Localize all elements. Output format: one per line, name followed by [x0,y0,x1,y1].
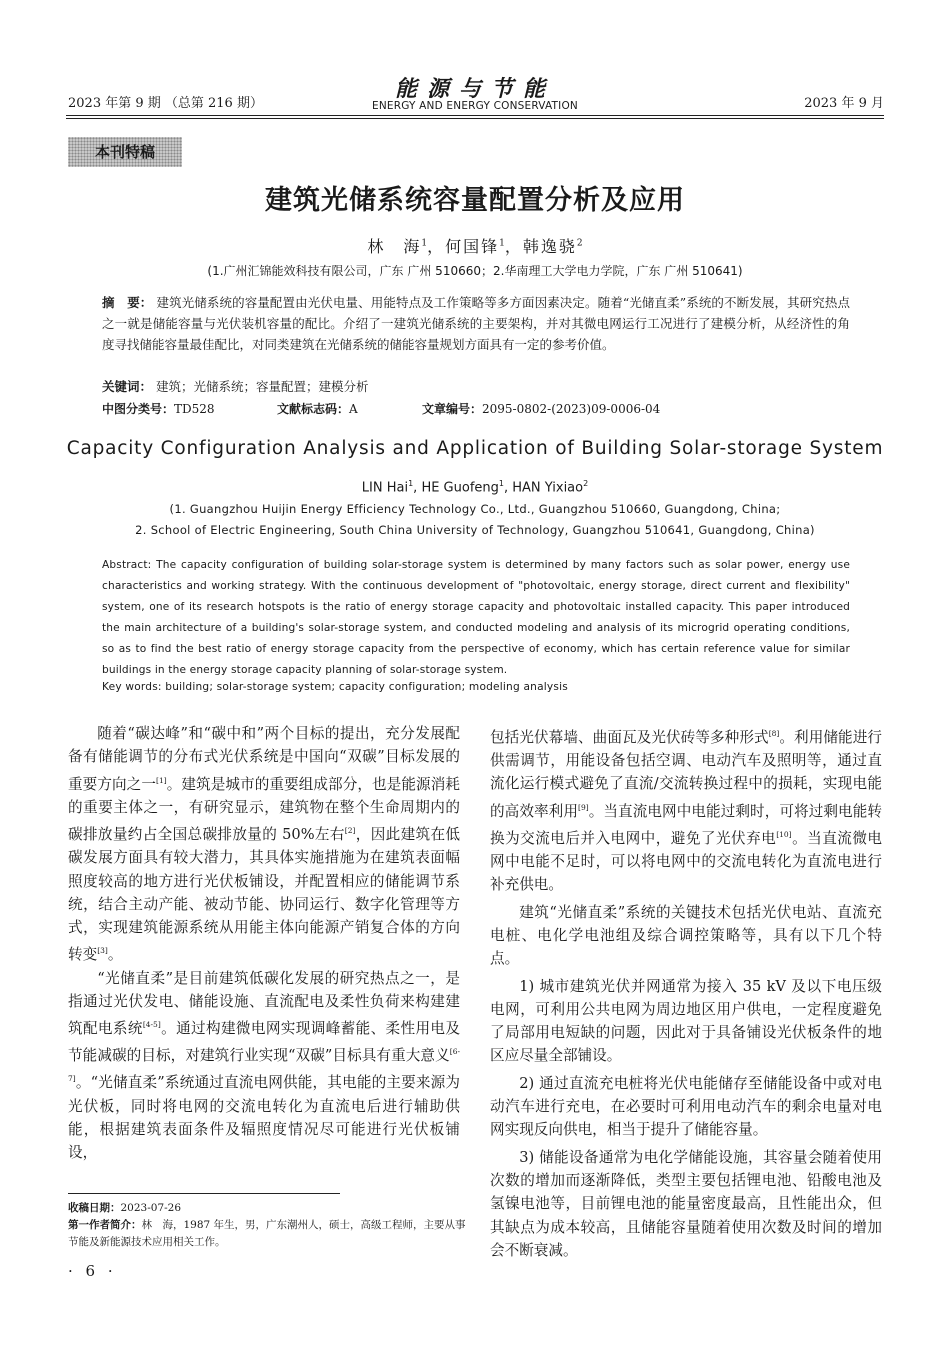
keywords-cn-text: 建筑；光储系统；容量配置；建模分析 [156,379,369,394]
abstract-cn-text: 建筑光储系统的容量配置由光伏电量、用能特点及工作策略等多方面因素决定。随着“光储直柔”系统的不断发展，其研究热点之一就是储能容量与光伏装机容量的配比。介绍了一建筑光储系统的主要架构，并对其微电网运行工况进行了建模分析，从经济性的角度寻找储能容量最佳配比，对同类建筑在光储系统的储能容量规划方面具有一定的参考价值。 [102,295,850,352]
affiliation-en-2: 2. School of Electric Engineering, South China University of Technology, Guangzhou 510641, Guangdong, China) [135,523,815,537]
author-sup: 1 [408,479,414,488]
keywords-en-text: building; solar-storage system; capacity configuration; modeling analysis [165,681,568,693]
affiliation-en-1: (1. Guangzhou Huijin Energy Efficiency Technology Co., Ltd., Guangzhou 510660, Guangdong, China; [169,502,781,516]
body-paragraph: 包括光伏幕墙、曲面瓦及光伏砖等多种形式[8]。利用储能进行供需调节，用能设备包括空调、电动汽车及照明等，通过直流化运行模式避免了直流/交流转换过程中的损耗，实现电能的高效率利用[9]。当直流电网中电能过剩时，可将过剩电能转换为交流电后并入电网中，避免了光伏弃电[10]。当直流微电网中电能不足时，可以将电网中的交流电转化为直流电进行补充供电。 [490,728,882,894]
header-rule [66,115,884,116]
affiliation-en [0,499,950,541]
body-paragraph: “光储直柔”是目前建筑低碳化发展的研究热点之一，是指通过光伏发电、储能设施、直流配电及柔性负荷来构建建筑配电系统[4-5]。通过构建微电网实现调峰蓄能、柔性用电及节能减碳的目标，对建筑行业实现“双碳”目标具有重大意义[6-7]。“光储直柔”系统通过直流电网供能，其电能的主要来源为光伏板，同时将电网的交流电转化为直流电后进行辅助供能，根据建筑表面条件及辐照度情况尽可能进行光伏板铺设， [68,969,460,1162]
doc-label: 文献标志码： [277,402,350,416]
clc-value: TD528 [174,402,215,416]
abstract-cn [102,292,850,355]
journal-title-cn: 能源与节能 [394,76,555,102]
page-number: · 6 · [68,1262,117,1280]
author-sup: 1 [499,238,505,249]
abstract-en [102,555,850,681]
article-value: 2095-0802-(2023)09-0006-04 [482,402,661,416]
paper-title-en: Capacity Configuration Analysis and Application of Building Solar-storage System [66,438,884,459]
body-paragraph: 随着“碳达峰”和“碳中和”两个目标的提出，充分发展配备有储能调节的分布式光伏系统是中国向“双碳”目标发展的重要方向之一[1]。建筑是城市的重要组成部分，也是能源消耗的重要主体之一，有研究显示，建筑物在整个生命周期内的碳排放量约占全国总碳排放量的 50%左右[2]，因此建筑在低碳发展方面具有较大潜力，其具体实施措施为在建筑表面幅照度较高的地方进行光伏板铺设，并配置相应的储能调节系统，结合主动产能、被动节能、协同运行、数字化管理等方式，实现建筑能源系统从用能主体向能源产销复合体的方向转变[3]。 [68,725,460,964]
doc-value: A [349,402,358,416]
footnote-rule [68,1193,340,1194]
keywords-cn-label: 关键词： [102,379,153,394]
footnotes [68,1200,468,1251]
author-name: HE Guofeng [421,480,499,496]
clc-label: 中图分类号： [102,402,175,416]
journal-title-en: ENERGY AND ENERGY CONSERVATION [371,100,578,112]
keywords-en-label: Key words: [102,681,162,693]
author-sup: 1 [421,238,428,249]
author-sup: 2 [583,479,589,488]
keywords-en [102,681,568,693]
header-date: 2023 年 9 月 [804,96,884,111]
keywords-cn [102,377,369,395]
author-sup: 2 [576,238,583,249]
body-column-left [68,722,460,1165]
abstract-en-label: Abstract: [102,559,152,571]
affiliation-cn: (1.广州汇锦能效科技有限公司，广东 广州 510660；2.华南理工大学电力学院，广东 广州 510641) [207,264,743,278]
author-sup: 1 [498,479,504,488]
authors-en: LIN Hai$^1$, HE Guofeng$^1$, HAN Yixiao$^2$ [361,479,589,496]
body-paragraph: 建筑“光储直柔”系统的关键技术包括光伏电站、直流充电桩、电化学电池组及综合调控策略等，具有以下几个特点。 [490,903,882,968]
column-tag: 本刊特稿 [68,137,182,167]
author-name: 何国锋 [445,237,500,256]
classification-line [102,400,862,417]
author-bio: 第一作者简介：林 海，1987 年生，男，广东潮州人，硕士，高级工程师，主要从事节能及新能源技术应用相关工作。 [68,1219,466,1248]
received-date: 收稿日期：2023-07-26 [68,1202,182,1214]
body-column-right [490,722,882,1262]
abstract-en-text: The capacity configuration of building solar-storage system is determined by many factors such as solar power, energy use characteristics and working strategy. With the continuous development of "photovoltaic, energy storage, direct current and flexibility" system, one of its research hotspots is the ratio of energy storage capacity and photovoltaic installed capacity. This paper introduced the main architecture of a building's solar-storage system, and conducted modeling and analysis of its microgrid operating conditions, so as to find the best ratio of energy storage capacity from the perspective of economy, which has certain reference value for similar buildings in the energy storage capacity planning of solar-storage system. [102,559,850,676]
author-name: 林 海 [367,237,422,256]
body-paragraph: 2) 通过直流充电桩将光伏电能储存至储能设备中或对电动汽车进行充电，在必要时可利用电动汽车的剩余电量对电网实现反向供电，相当于提升了储能容量。 [490,1074,882,1139]
paper-title-cn: 建筑光储系统容量配置分析及应用 [265,185,685,216]
header-rule-second [66,118,884,119]
author-name: HAN Yixiao [512,480,584,496]
body-paragraph: 3) 储能设备通常为电化学储能设施，其容量会随着使用次数的增加而逐渐降低，类型主要包括锂电池、铅酸电池及氢镍电池等，目前锂电池的能量密度最高，且性能出众，但其缺点为成本较高，且储能容量随着使用次数及时间的增加会不断衰减。 [490,1148,882,1259]
authors-cn: 林 海$^1$，何国锋$^1$，韩逸骁$^2$ [367,237,583,256]
abstract-cn-label: 摘 要： [102,295,153,310]
author-name: LIN Hai [361,480,409,496]
article-label: 文章编号： [422,402,483,416]
author-name: 韩逸骁 [522,237,577,256]
body-paragraph: 1) 城市建筑光伏并网通常为接入 35 kV 及以下电压级电网，可利用公共电网为周边地区用户供电，一定程度避免了局部用电短缺的问题，因此对于具备铺设光伏板条件的地区应尽量全部铺设。 [490,977,882,1065]
header-issue: 2023 年第 9 期 （总第 216 期） [68,96,263,111]
